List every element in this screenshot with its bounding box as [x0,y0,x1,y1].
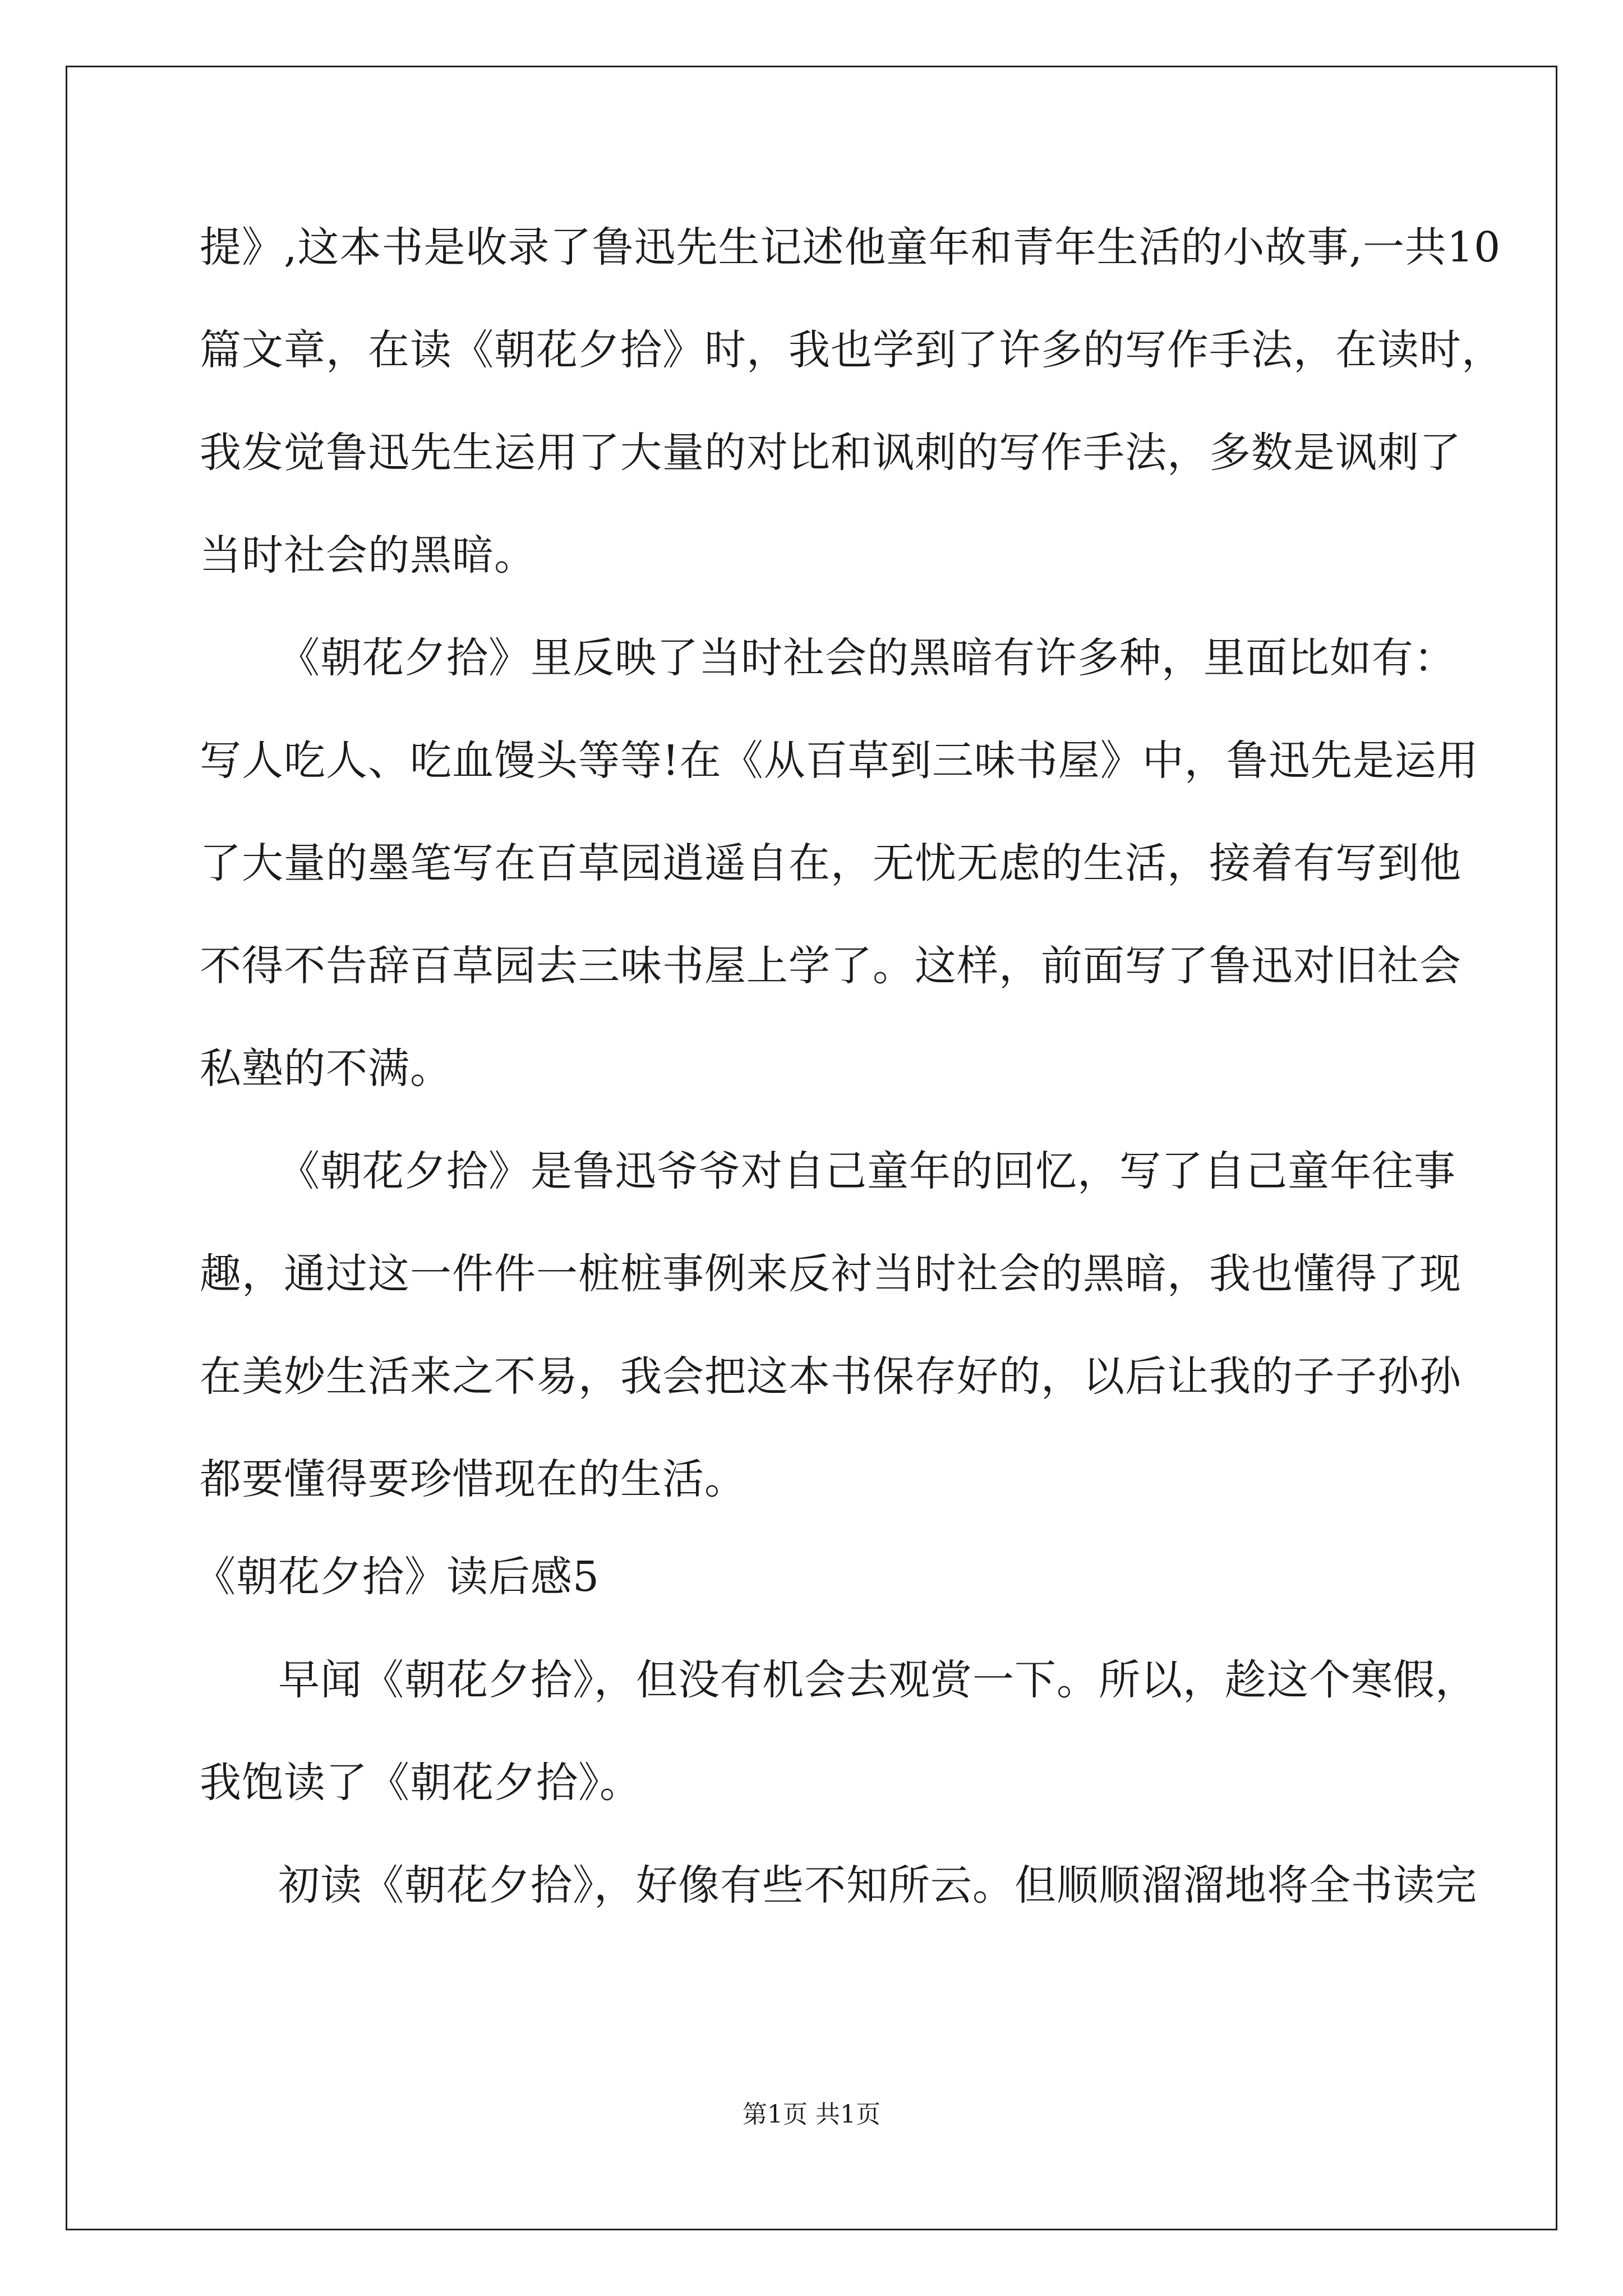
text-line: 写人吃人、吃血馒头等等!在《从百草到三味书屋》中，鲁迅先是运用 [200,737,1479,785]
paragraph-start-line: 初读《朝花夕拾》，好像有些不知所云。但顺顺溜溜地将全书读完 [278,1861,1477,1910]
text-line: 了大量的墨笔写在百草园逍遥自在，无忧无虑的生活，接着有写到他 [200,839,1461,887]
text-line: 私塾的不满。 [200,1045,452,1093]
text-line: 都要懂得要珍惜现在的生活。 [200,1455,746,1503]
text-line: 篇文章，在读《朝花夕拾》时，我也学到了许多的写作手法，在读时， [200,326,1504,374]
text-line: 不得不告辞百草园去三味书屋上学了。这样，前面写了鲁迅对旧社会 [200,942,1461,990]
text-line: 在美妙生活来之不易，我会把这本书保存好的，以后让我的子子孙孙 [200,1352,1461,1401]
paragraph-start-line: 《朝花夕拾》里反映了当时社会的黑暗有许多种，里面比如有： [278,634,1456,682]
paragraph-start-line: 《朝花夕拾》是鲁迅爷爷对自己童年的回忆，写了自己童年往事 [278,1147,1456,1195]
section-heading: 《朝花夕拾》读后感5 [194,1553,600,1601]
text-line: 趣，通过这一件件一桩桩事例来反衬当时社会的黑暗，我也懂得了现 [200,1250,1461,1298]
text-line: 提》,这本书是收录了鲁迅先生记述他童年和青年生活的小故事,一共10 [200,223,1501,272]
text-line: 当时社会的黑暗。 [200,531,536,579]
paragraph-start-line: 早闻《朝花夕拾》，但没有机会去观赏一下。所以，趁这个寒假， [278,1656,1477,1704]
text-line: 我发觉鲁迅先生运用了大量的对比和讽刺的写作手法，多数是讽刺了 [200,429,1461,477]
text-line: 我饱读了《朝花夕拾》。 [200,1759,642,1807]
page-number-footer: 第1页 共1页 [743,2100,880,2129]
